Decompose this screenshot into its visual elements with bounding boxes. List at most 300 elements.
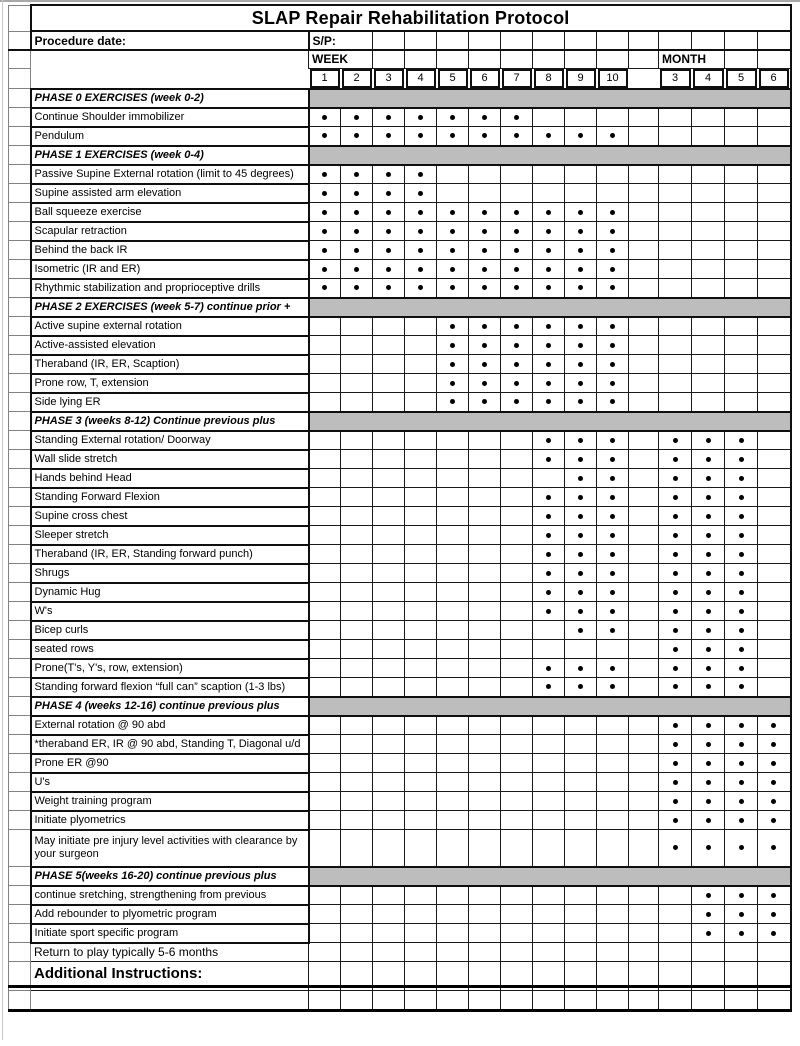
month-5-cell — [725, 621, 758, 640]
bullet-dot — [546, 533, 551, 538]
bullet-dot — [706, 761, 711, 766]
week-1-cell — [309, 431, 341, 450]
exercise-label: Add rebounder to plyometric program — [31, 905, 309, 924]
bullet-dot — [514, 210, 519, 215]
bullet-dot — [482, 362, 487, 367]
week-8-cell — [533, 716, 565, 735]
month-5-cell — [725, 735, 758, 754]
month-6-cell — [758, 716, 791, 735]
margin-cell — [9, 962, 31, 987]
week-8-cell — [533, 374, 565, 393]
week-number-cell — [373, 68, 405, 89]
bullet-dot — [673, 571, 678, 576]
week-4-cell — [405, 564, 437, 583]
margin-cell — [9, 31, 31, 50]
week-5-cell — [437, 735, 469, 754]
margin-cell — [9, 241, 31, 260]
week-7-cell — [501, 962, 533, 987]
gap-cell — [629, 355, 659, 374]
blank-label-cell — [31, 991, 309, 1011]
month-6-cell — [758, 754, 791, 773]
exercise-row — [9, 355, 791, 374]
week-3-cell — [373, 602, 405, 621]
week-header-cell — [597, 50, 629, 68]
bullet-dot — [739, 628, 744, 633]
bullet-dot — [673, 818, 678, 823]
month-3-cell — [659, 127, 692, 146]
week-5-cell — [437, 127, 469, 146]
week-4-cell — [405, 811, 437, 830]
week-number-cell — [437, 68, 469, 89]
week-3-cell — [373, 545, 405, 564]
bullet-dot — [673, 533, 678, 538]
week-4-cell — [405, 393, 437, 412]
week-8-cell — [533, 602, 565, 621]
bullet-dot — [673, 514, 678, 519]
week-8-cell — [533, 336, 565, 355]
phase-header-row — [9, 298, 791, 317]
week-2-cell — [341, 924, 373, 943]
week-6-cell — [469, 830, 501, 867]
exercise-row — [9, 222, 791, 241]
week-3-cell — [373, 678, 405, 697]
week-8-cell — [533, 905, 565, 924]
month-5-cell — [725, 184, 758, 203]
bullet-dot — [610, 210, 615, 215]
exercise-label: Side lying ER — [31, 393, 309, 412]
exercise-row — [9, 241, 791, 260]
week-6-cell — [469, 886, 501, 905]
bullet-dot — [546, 267, 551, 272]
week-6-cell — [469, 507, 501, 526]
week-8-cell — [533, 488, 565, 507]
phase-label: PHASE 2 EXERCISES (week 5-7) continue prior + — [31, 298, 309, 317]
sp-blank-cell — [725, 31, 758, 50]
exercise-row — [9, 374, 791, 393]
week-6-cell — [469, 716, 501, 735]
week-1-cell — [309, 792, 341, 811]
bullet-dot — [546, 684, 551, 689]
margin-cell — [9, 450, 31, 469]
month-6-cell — [758, 260, 791, 279]
week-3-cell — [373, 716, 405, 735]
week-6-cell — [469, 222, 501, 241]
week-7-cell — [501, 716, 533, 735]
month-6-cell — [758, 431, 791, 450]
month-4-cell — [692, 678, 725, 697]
bullet-dot — [739, 590, 744, 595]
gap-cell — [629, 203, 659, 222]
bullet-dot — [450, 115, 455, 120]
week-8-cell — [533, 431, 565, 450]
month-6-cell — [758, 336, 791, 355]
week-10-cell — [597, 773, 629, 792]
month-5-cell — [725, 991, 758, 1011]
month-5-cell — [725, 526, 758, 545]
week-4-cell — [405, 241, 437, 260]
week-7-cell — [501, 735, 533, 754]
bullet-dot — [578, 476, 583, 481]
week-10-cell — [597, 279, 629, 298]
bullet-dot — [386, 229, 391, 234]
week-4-cell — [405, 678, 437, 697]
week-7-cell — [501, 203, 533, 222]
bullet-dot — [546, 590, 551, 595]
month-4-cell — [692, 127, 725, 146]
week-3-cell — [373, 564, 405, 583]
gap-cell — [629, 678, 659, 697]
week-8-cell — [533, 621, 565, 640]
week-3-cell — [373, 260, 405, 279]
bullet-dot — [610, 229, 615, 234]
week-2-cell — [341, 943, 373, 962]
week-8-cell — [533, 924, 565, 943]
blank-cell — [31, 50, 309, 68]
bullet-dot — [673, 742, 678, 747]
week-6-cell — [469, 279, 501, 298]
week-4-cell — [405, 943, 437, 962]
margin-cell — [9, 754, 31, 773]
bullet-dot — [610, 267, 615, 272]
month-4-cell — [692, 488, 725, 507]
week-2-cell — [341, 355, 373, 374]
bullet-dot — [450, 133, 455, 138]
bullet-dot — [386, 172, 391, 177]
bullet-dot — [673, 438, 678, 443]
bullet-dot — [739, 845, 744, 850]
margin-cell — [9, 260, 31, 279]
month-4-cell — [692, 830, 725, 867]
week-9-cell — [565, 564, 597, 583]
bullet-dot — [673, 845, 678, 850]
month-3-cell — [659, 773, 692, 792]
bullet-dot — [546, 495, 551, 500]
month-3-cell — [659, 811, 692, 830]
week-header-cell — [501, 50, 533, 68]
exercise-label: Supine assisted arm elevation — [31, 184, 309, 203]
bullet-dot — [578, 248, 583, 253]
bullet-dot — [514, 362, 519, 367]
month-3-cell — [659, 735, 692, 754]
week-5-cell — [437, 545, 469, 564]
phase-label: PHASE 4 (weeks 12-16) continue previous plus — [31, 697, 309, 716]
week-10-cell — [597, 488, 629, 507]
week-7-cell — [501, 811, 533, 830]
month-4-cell — [692, 583, 725, 602]
month-4-cell — [692, 564, 725, 583]
bullet-dot — [578, 381, 583, 386]
bullet-dot — [673, 780, 678, 785]
exercise-row — [9, 716, 791, 735]
week-6-cell — [469, 127, 501, 146]
week-4-cell — [405, 127, 437, 146]
bullet-dot — [354, 248, 359, 253]
week-4-cell — [405, 507, 437, 526]
week-1-cell — [309, 127, 341, 146]
week-3-cell — [373, 621, 405, 640]
month-number: 4 — [693, 69, 724, 88]
bullet-dot — [610, 285, 615, 290]
month-6-cell — [758, 905, 791, 924]
month-4-cell — [692, 450, 725, 469]
bullet-dot — [706, 533, 711, 538]
week-number: 10 — [598, 69, 628, 88]
week-7-cell — [501, 583, 533, 602]
week-6-cell — [469, 773, 501, 792]
bullet-dot — [739, 476, 744, 481]
margin-cell — [9, 89, 31, 108]
bullet-dot — [739, 742, 744, 747]
bullet-dot — [546, 399, 551, 404]
margin-cell — [9, 146, 31, 165]
bullet-dot — [578, 267, 583, 272]
phase-fill-band — [309, 867, 791, 886]
gap-cell — [629, 735, 659, 754]
week-number-cell — [597, 68, 629, 89]
week-2-cell — [341, 184, 373, 203]
week-4-cell — [405, 184, 437, 203]
bullet-dot — [386, 115, 391, 120]
additional-instructions-label: Additional Instructions: — [31, 962, 309, 987]
week-2-cell — [341, 830, 373, 867]
exercise-label: Standing forward flexion “full can” scaption (1-3 lbs) — [31, 678, 309, 697]
bullet-dot — [514, 133, 519, 138]
week-5-cell — [437, 393, 469, 412]
month-3-cell — [659, 355, 692, 374]
week-2-cell — [341, 127, 373, 146]
margin-cell — [9, 374, 31, 393]
week-2-cell — [341, 317, 373, 336]
bullet-dot — [578, 343, 583, 348]
week-2-cell — [341, 583, 373, 602]
week-10-cell — [597, 222, 629, 241]
week-7-cell — [501, 336, 533, 355]
exercise-label: Continue Shoulder immobilizer — [31, 108, 309, 127]
bullet-dot — [706, 609, 711, 614]
month-5-cell — [725, 811, 758, 830]
bullet-dot — [739, 780, 744, 785]
exercise-row — [9, 924, 791, 943]
bullet-dot — [771, 723, 776, 728]
month-4-cell — [692, 991, 725, 1011]
week-9-cell — [565, 222, 597, 241]
bullet-dot — [610, 666, 615, 671]
month-header-cell — [725, 50, 758, 68]
week-8-cell — [533, 678, 565, 697]
week-9-cell — [565, 602, 597, 621]
week-7-cell — [501, 991, 533, 1011]
week-3-cell — [373, 431, 405, 450]
week-header-label: WEEK — [309, 50, 373, 68]
month-3-cell — [659, 108, 692, 127]
exercise-row — [9, 526, 791, 545]
week-2-cell — [341, 602, 373, 621]
month-3-cell — [659, 241, 692, 260]
week-9-cell — [565, 991, 597, 1011]
exercise-row — [9, 469, 791, 488]
week-2-cell — [341, 203, 373, 222]
week-4-cell — [405, 355, 437, 374]
bullet-dot — [771, 931, 776, 936]
month-6-cell — [758, 108, 791, 127]
bullet-dot — [706, 438, 711, 443]
week-2-cell — [341, 336, 373, 355]
bullet-dot — [610, 133, 615, 138]
week-5-cell — [437, 621, 469, 640]
week-8-cell — [533, 991, 565, 1011]
month-6-cell — [758, 735, 791, 754]
week-4-cell — [405, 545, 437, 564]
bullet-dot — [578, 229, 583, 234]
week-5-cell — [437, 754, 469, 773]
bullet-dot — [610, 628, 615, 633]
week-4-cell — [405, 374, 437, 393]
week-3-cell — [373, 830, 405, 867]
month-5-cell — [725, 830, 758, 867]
week-6-cell — [469, 450, 501, 469]
gap-cell — [629, 222, 659, 241]
week-7-cell — [501, 659, 533, 678]
bullet-dot — [450, 381, 455, 386]
bullet-dot — [354, 267, 359, 272]
week-8-cell — [533, 773, 565, 792]
week-2-cell — [341, 886, 373, 905]
week-5-cell — [437, 203, 469, 222]
title-row — [9, 5, 791, 31]
month-3-cell — [659, 716, 692, 735]
bullet-dot — [610, 476, 615, 481]
month-5-cell — [725, 924, 758, 943]
bullet-dot — [322, 115, 327, 120]
bullet-dot — [578, 495, 583, 500]
exercise-label: Hands behind Head — [31, 469, 309, 488]
week-6-cell — [469, 108, 501, 127]
bullet-dot — [386, 285, 391, 290]
month-3-cell — [659, 943, 692, 962]
month-number: 5 — [726, 69, 757, 88]
scan-edge-top — [0, 0, 800, 2]
month-6-cell — [758, 469, 791, 488]
week-10-cell — [597, 583, 629, 602]
bullet-dot — [610, 533, 615, 538]
week-10-cell — [597, 507, 629, 526]
week-number: 5 — [438, 69, 468, 88]
month-4-cell — [692, 545, 725, 564]
month-4-cell — [692, 222, 725, 241]
week-6-cell — [469, 905, 501, 924]
week-6-cell — [469, 374, 501, 393]
week-7-cell — [501, 279, 533, 298]
gap-cell — [629, 260, 659, 279]
month-4-cell — [692, 317, 725, 336]
week-10-cell — [597, 621, 629, 640]
week-3-cell — [373, 754, 405, 773]
gap-cell — [629, 31, 659, 50]
exercise-label: Shrugs — [31, 564, 309, 583]
bullet-dot — [739, 893, 744, 898]
week-2-cell — [341, 735, 373, 754]
month-3-cell — [659, 431, 692, 450]
week-number: 6 — [470, 69, 500, 88]
week-8-cell — [533, 507, 565, 526]
week-3-cell — [373, 659, 405, 678]
margin-cell — [9, 317, 31, 336]
week-10-cell — [597, 659, 629, 678]
month-5-cell — [725, 355, 758, 374]
exercise-row — [9, 886, 791, 905]
month-6-cell — [758, 526, 791, 545]
gap-cell — [629, 962, 659, 987]
exercise-row — [9, 203, 791, 222]
month-4-cell — [692, 943, 725, 962]
month-4-cell — [692, 905, 725, 924]
gap-cell — [629, 336, 659, 355]
week-9-cell — [565, 241, 597, 260]
sp-blank-cell — [373, 31, 405, 50]
exercise-row — [9, 184, 791, 203]
week-8-cell — [533, 640, 565, 659]
month-6-cell — [758, 659, 791, 678]
week-2-cell — [341, 488, 373, 507]
month-5-cell — [725, 450, 758, 469]
week-8-cell — [533, 792, 565, 811]
exercise-label: Prone(T's, Y's, row, extension) — [31, 659, 309, 678]
week-2-cell — [341, 659, 373, 678]
month-3-cell — [659, 564, 692, 583]
month-6-cell — [758, 924, 791, 943]
week-5-cell — [437, 355, 469, 374]
week-2-cell — [341, 792, 373, 811]
week-1-cell — [309, 886, 341, 905]
week-10-cell — [597, 184, 629, 203]
exercise-row — [9, 659, 791, 678]
month-5-cell — [725, 545, 758, 564]
month-4-cell — [692, 203, 725, 222]
week-1-cell — [309, 469, 341, 488]
sp-label: S/P: — [309, 31, 373, 50]
bullet-dot — [610, 684, 615, 689]
week-10-cell — [597, 450, 629, 469]
week-8-cell — [533, 583, 565, 602]
exercise-row — [9, 564, 791, 583]
month-3-cell — [659, 830, 692, 867]
week-4-cell — [405, 773, 437, 792]
exercise-row — [9, 260, 791, 279]
month-4-cell — [692, 279, 725, 298]
bullet-dot — [450, 324, 455, 329]
week-4-cell — [405, 450, 437, 469]
week-3-cell — [373, 393, 405, 412]
gap-cell — [629, 564, 659, 583]
week-5-cell — [437, 792, 469, 811]
week-10-cell — [597, 393, 629, 412]
month-3-cell — [659, 886, 692, 905]
week-3-cell — [373, 583, 405, 602]
month-6-cell — [758, 991, 791, 1011]
week-2-cell — [341, 393, 373, 412]
bullet-dot — [673, 609, 678, 614]
bullet-dot — [706, 931, 711, 936]
bullet-dot — [322, 229, 327, 234]
exercise-label: Rhythmic stabilization and proprioceptive drills — [31, 279, 309, 298]
bullet-dot — [450, 210, 455, 215]
month-6-cell — [758, 640, 791, 659]
gap-cell — [629, 991, 659, 1011]
month-6-cell — [758, 279, 791, 298]
week-8-cell — [533, 545, 565, 564]
week-8-cell — [533, 526, 565, 545]
week-7-cell — [501, 469, 533, 488]
